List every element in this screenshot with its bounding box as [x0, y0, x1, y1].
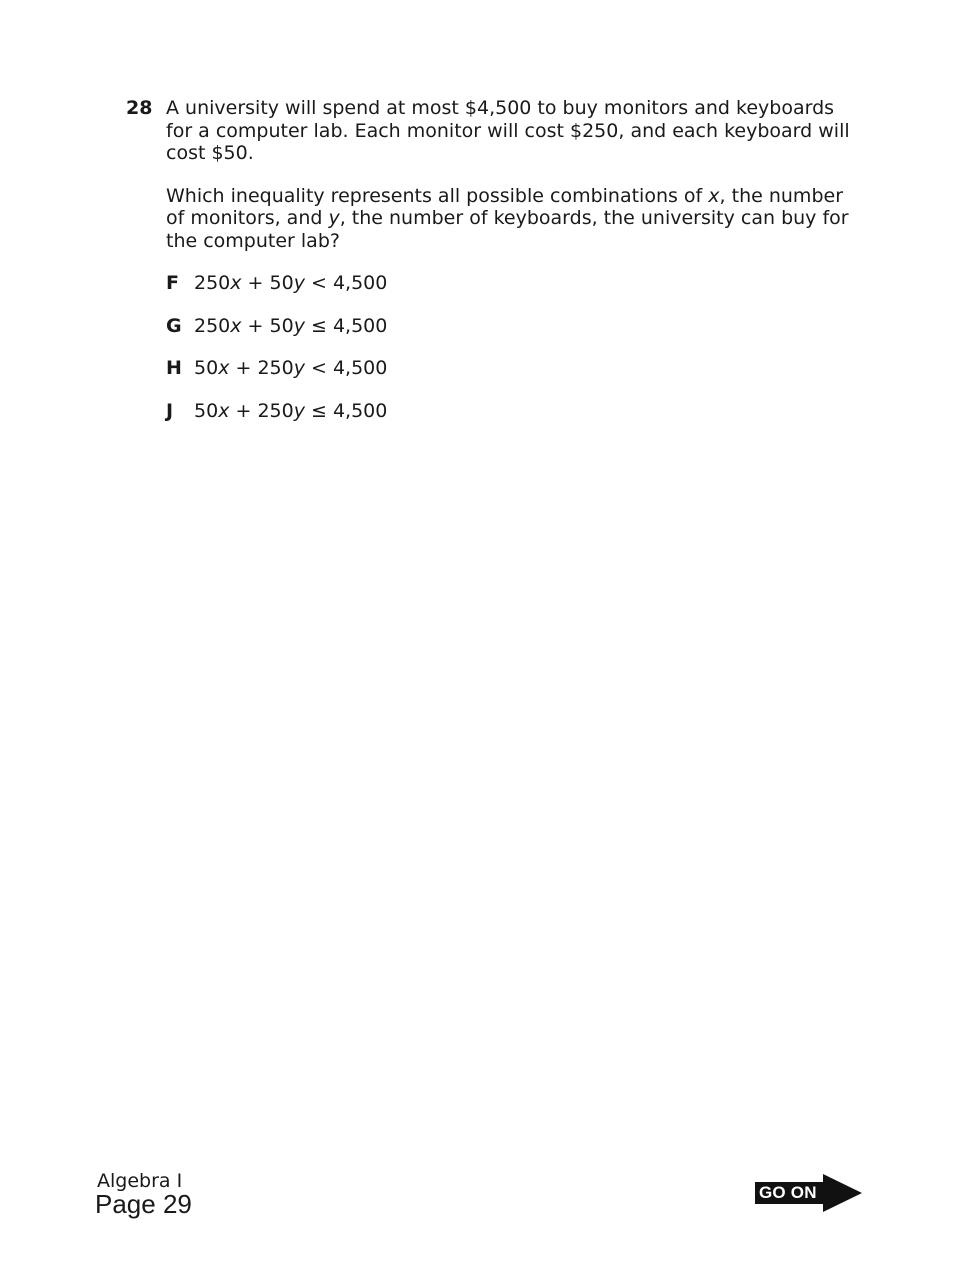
question-stem: A university will spend at most $4,500 to buy monitors and keyboards for a computer lab. Each monitor will cost $250, and each keyboard will cost $50.: [166, 97, 850, 164]
answer-choices: [166, 272, 866, 422]
choice-expression: 250x + 50y ≤ 4,500: [194, 314, 388, 337]
go-on-button[interactable]: [755, 1174, 862, 1212]
choice-expression: 250x + 50y < 4,500: [194, 272, 388, 294]
go-on-label: GO ON: [759, 1183, 817, 1202]
answer-choice-f[interactable]: [166, 272, 866, 295]
choice-letter: F: [166, 272, 179, 294]
choice-letter: G: [166, 314, 182, 337]
prompt-text-2: , the number of monitors, and: [166, 184, 844, 229]
question-body: [166, 97, 866, 422]
answer-choice-j[interactable]: [166, 400, 866, 423]
prompt-text-3: , the number of keyboards, the university can buy for the computer lab?: [166, 207, 849, 252]
variable-x: x: [708, 184, 720, 207]
choice-letter: H: [166, 357, 182, 379]
choice-expression: 50x + 250y ≤ 4,500: [194, 399, 388, 422]
footer-subject: Algebra I: [97, 1170, 183, 1192]
question-prompt: [166, 185, 866, 253]
variable-y: y: [328, 207, 340, 229]
answer-choice-h[interactable]: [166, 357, 866, 380]
answer-choice-g[interactable]: [166, 315, 866, 338]
choice-letter: J: [166, 399, 174, 422]
question-28: [126, 97, 866, 442]
choice-expression: 50x + 250y < 4,500: [194, 357, 388, 379]
prompt-text-1: Which inequality represents all possible combinations of: [166, 184, 709, 207]
question-number: 28: [126, 97, 153, 119]
footer-page-number: Page 29: [95, 1189, 192, 1219]
